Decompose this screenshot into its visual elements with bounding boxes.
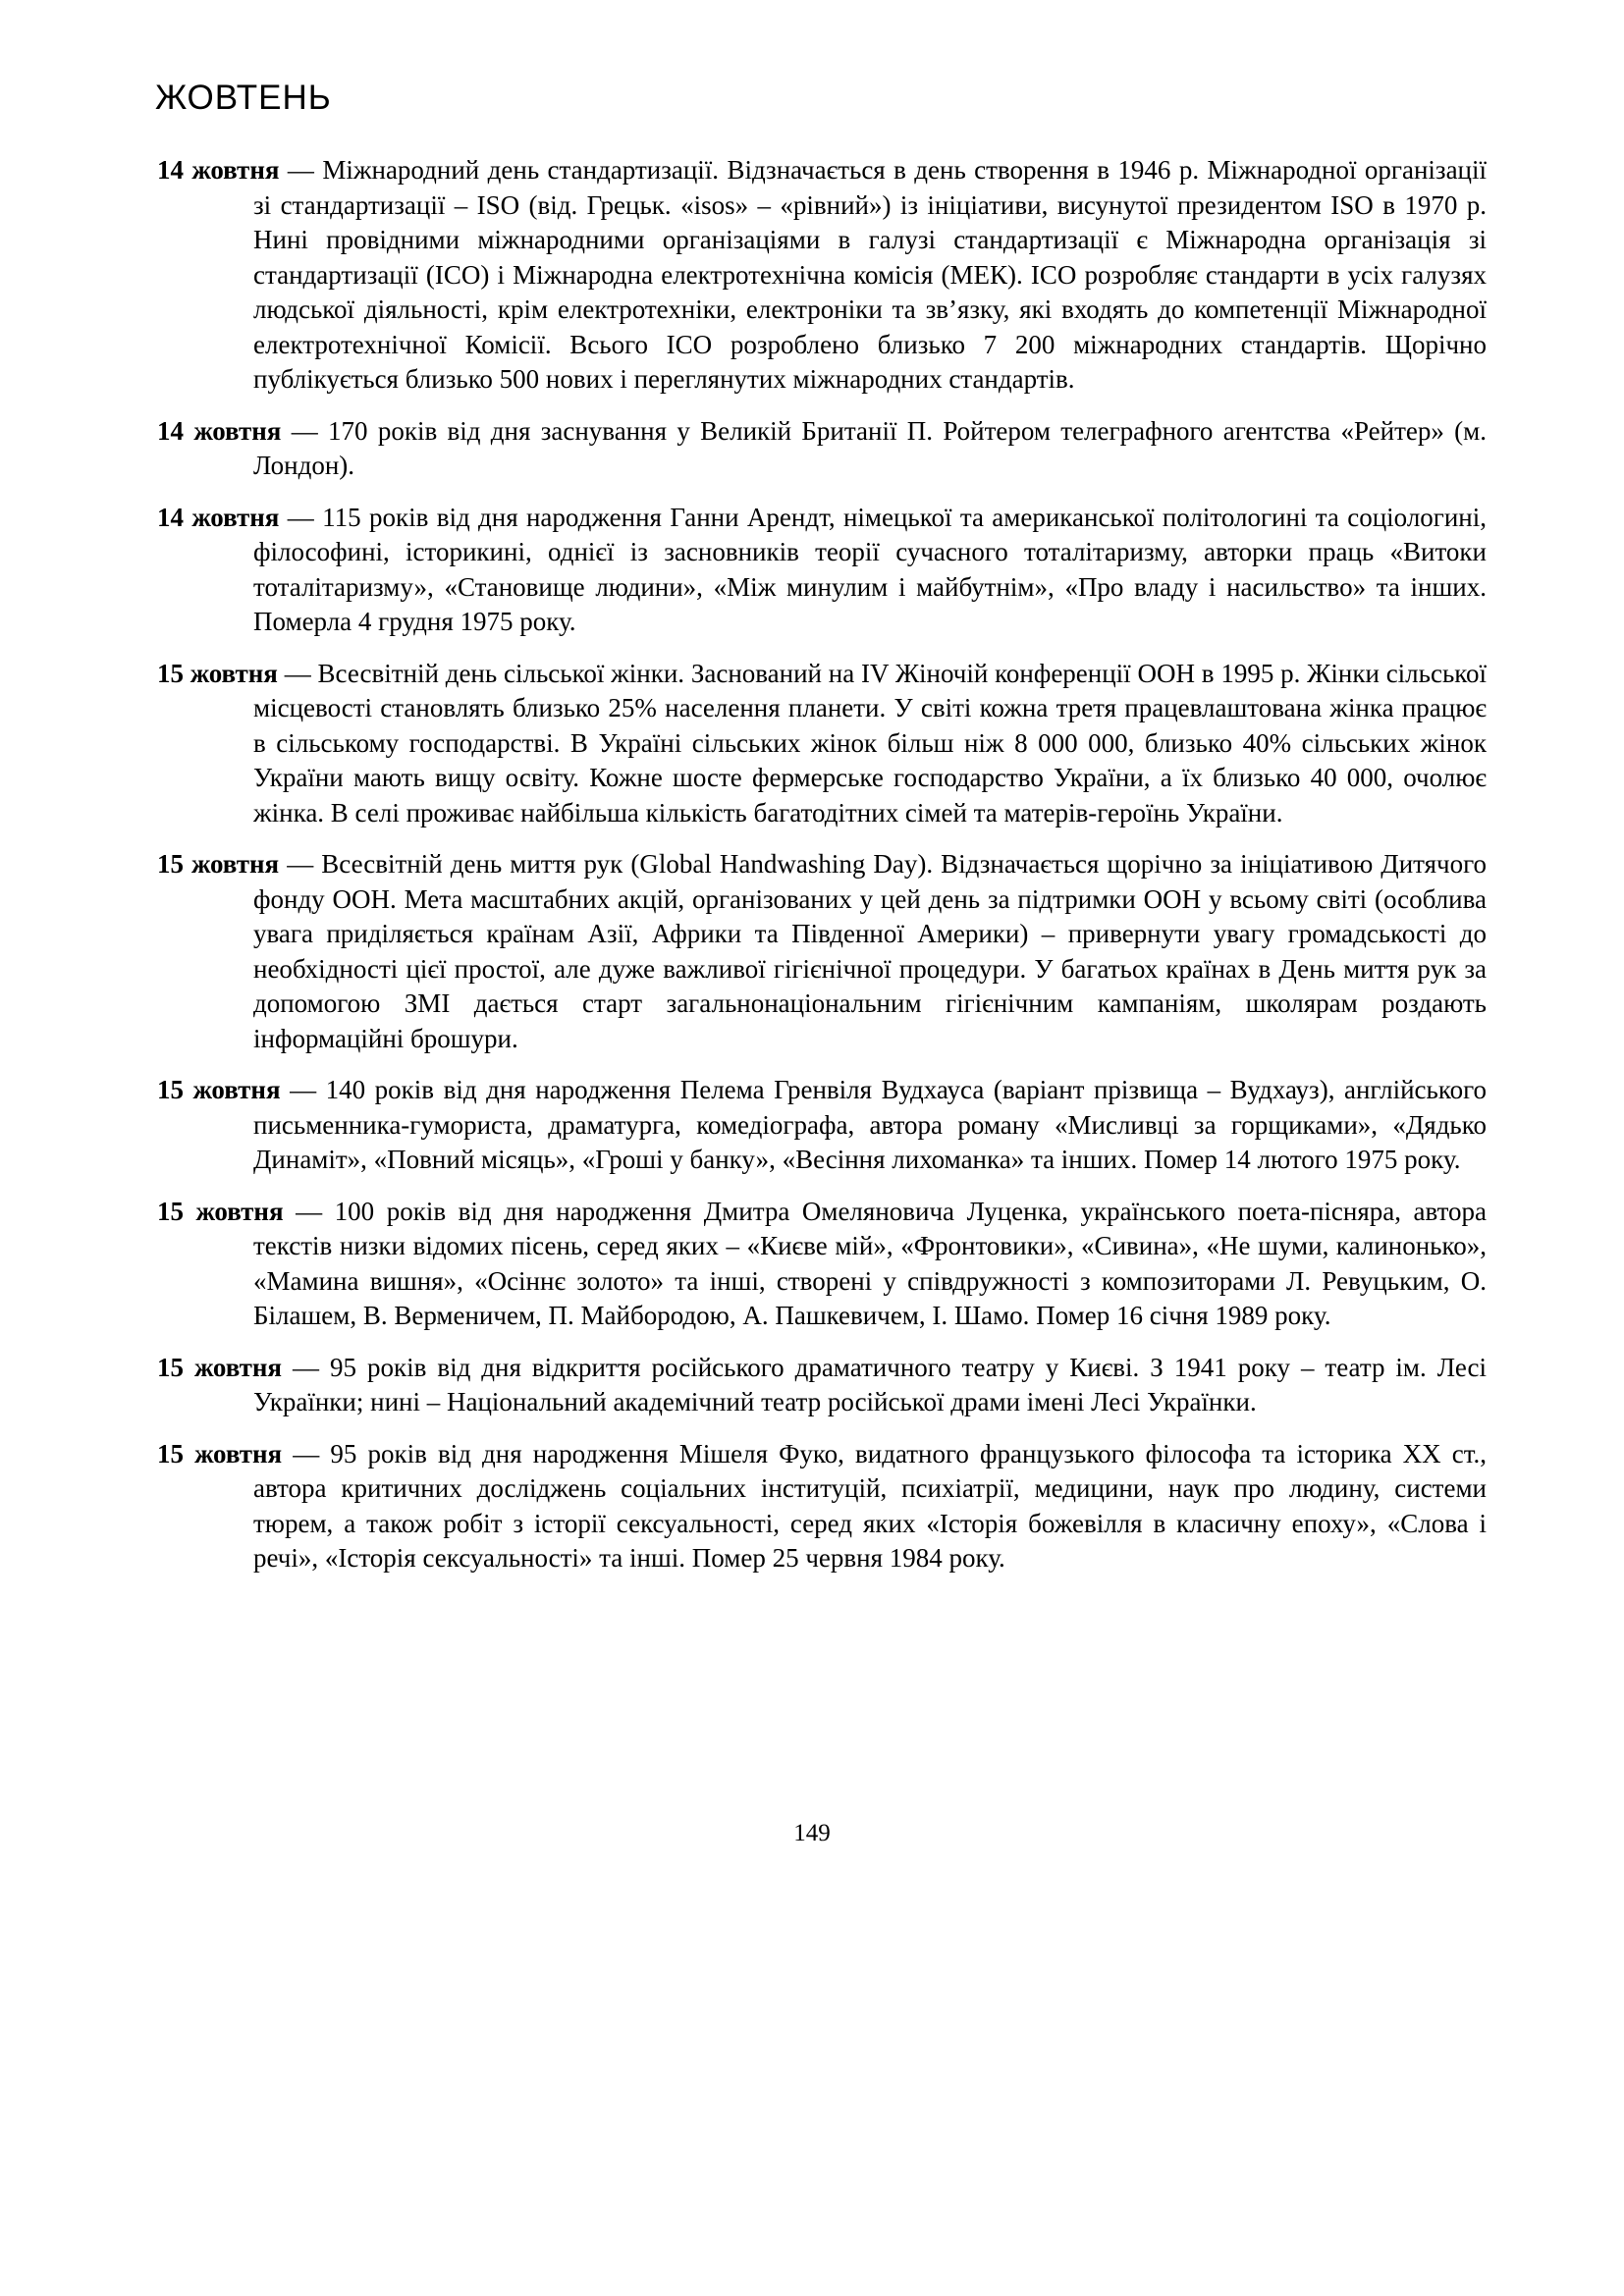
entry-date: 15 жовтня (157, 658, 278, 688)
entry-separator: — (293, 1438, 320, 1468)
entry-date: 15 жовтня (157, 1352, 283, 1382)
page-title: ЖОВТЕНЬ (155, 79, 332, 117)
calendar-entry (157, 501, 1487, 640)
entry-separator: — (287, 849, 314, 879)
calendar-entry (157, 1437, 1487, 1576)
entry-text: 95 років від дня народження Мішеля Фуко, видатного французького філософа та історика XX ст., автора критичних досліджень соціальних інституцій, психіатрії, медицини, наук про людину, системи тюрем, а також робіт з історії сексуальності, серед яких «Історія божевілля в класичну епоху», «Слова і речі», «Історія сексуальності» та інші. Помер 25 червня 1984 року. (253, 1438, 1488, 1573)
calendar-entry (157, 414, 1487, 484)
entry-text: Всесвітній день миття рук (Global Handwashing Day). Відзначається щорічно за ініціативою Дитячого фонду ООН. Мета масштабних акцій, організованих у цей день за підтримки ООН у всьому світі (особлива увага приділяється країнам Азії, Африки та Південної Америки) – привернути увагу громадськості до необхідності цієї простої, але дуже важливої гігієнічної процедури. У багатьох країнах в День миття рук за допомогою ЗМІ дається старт загальнонаціональним гігієнічним кампаніям, школярам роздають інформаційні брошури. (253, 849, 1488, 1053)
entry-date: 15 жовтня (157, 1196, 284, 1226)
entry-separator: — (293, 1352, 320, 1382)
entry-date: 14 жовтня (157, 155, 280, 185)
calendar-entries (157, 153, 1487, 1593)
entry-date: 15 жовтня (157, 1075, 281, 1104)
entry-separator: — (291, 415, 318, 446)
calendar-entry (157, 1073, 1487, 1178)
page-number: 149 (793, 1820, 831, 1846)
calendar-entry (157, 1351, 1487, 1420)
entry-text: Міжнародний день стандартизації. Відзначається в день створення в 1946 р. Міжнародної організації зі стандартизації – ISO (від. Грецьк. «isos» – «рівний») із ініціативи, висунутої президентом ISO в 1970 р. Нині провідними міжнародними організаціями в галузі стандартизації є Міжнародна організація зі стандартизації (ІСО) і Міжнародна електротехнічна комісія (МЕК). ІСО розробляє стандарти в усіх галузях людської діяльності, крім електротехніки, електроніки та зв’язку, які входять до компетенції Міжнародної електротехнічної Комісії. Всього ІСО розроблено близько 7 200 міжнародних стандартів. Щорічно публікується близько 500 нових і переглянутих міжнародних стандартів. (253, 155, 1488, 394)
calendar-entry (157, 1195, 1487, 1334)
calendar-entry (157, 847, 1487, 1056)
entry-date: 15 жовтня (157, 1438, 283, 1468)
entry-text: 170 років від дня заснування у Великій Британії П. Ройтером телеграфного агентства «Рейтер» (м. Лондон). (253, 415, 1487, 480)
entry-separator: — (287, 155, 314, 185)
entry-separator: — (284, 658, 311, 688)
entry-text: Всесвітній день сільської жінки. Заснований на IV Жіночій конференції ООН в 1995 р. Жінки сільської місцевості становлять близько 25% населення планети. У світі кожна третя працевлаштована жінка працює в сільському господарстві. В Україні сільських жінок більш ніж 8 000 000, близько 40% сільських жінок України мають вищу освіту. Кожне шосте фермерське господарство України, а їх близько 40 000, очолює жінка. В селі проживає найбільша кількість багатодітних сімей та матерів-героїнь України. (253, 658, 1488, 828)
calendar-entry (157, 657, 1487, 831)
entry-text: 100 років від дня народження Дмитра Омеляновича Луценка, українського поета-пісняра, автора текстів низки відомих пісень, серед яких – «Києве мій», «Фронтовики», «Сивина», «Не шуми, калинонько», «Мамина вишня», «Осіннє золото» та інші, створені у співдружності з композиторами Л. Ревуцьким, О. Білашем, В. Верменичем, П. Майбородою, А. Пашкевичем, І. Шамо. Помер 16 січня 1989 року. (253, 1196, 1488, 1330)
entry-text: 140 років від дня народження Пелема Гренвіля Вудхауса (варіант прізвища – Вудхауз), англійського письменника-гумориста, драматурга, комедіографа, автора роману «Мисливці за горщиками», «Дядько Динаміт», «Повний місяць», «Гроші у банку», «Весіння лихоманка» та інших. Помер 14 лютого 1975 року. (253, 1075, 1487, 1174)
entry-text: 95 років від дня відкриття російського драматичного театру у Києві. З 1941 року – театр ім. Лесі Українки; нині – Національний академічний театр російської драми імені Лесі Українки. (253, 1352, 1488, 1416)
entry-date: 14 жовтня (157, 502, 280, 532)
entry-date: 15 жовтня (157, 849, 280, 879)
entry-date: 14 жовтня (157, 415, 282, 446)
entry-separator: — (287, 502, 314, 532)
calendar-entry (157, 153, 1487, 398)
entry-separator: — (290, 1075, 317, 1104)
entry-separator: — (296, 1196, 323, 1226)
entry-text: 115 років від дня народження Ганни Арендт, німецької та американської політологині та соціологині, філософині, історикині, однієї із засновників теорії сучасного тоталітаризму, авторки праць «Витоки тоталітаризму», «Становище людини», «Між минулим і майбутнім», «Про владу і насильство» та інших. Померла 4 грудня 1975 року. (253, 502, 1488, 636)
